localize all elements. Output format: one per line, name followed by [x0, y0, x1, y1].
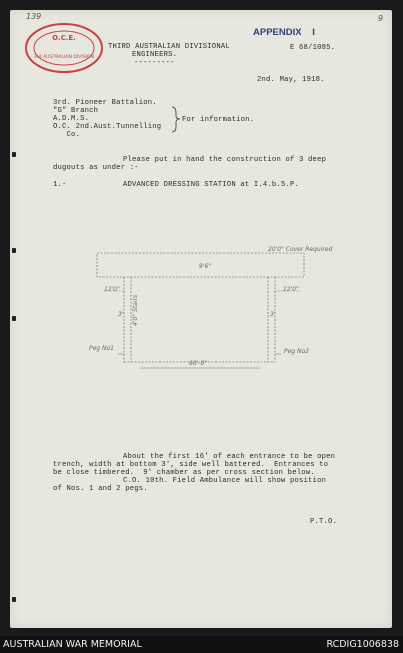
footer-institution: AUSTRALIAN WAR MEMORIAL: [3, 639, 142, 650]
distribution-note: For information.: [182, 116, 255, 124]
svg-text:O.C.E.: O.C.E.: [52, 34, 76, 42]
footer-record-id: RCDIG1006838: [326, 639, 399, 650]
recipient: Co.: [53, 131, 81, 139]
reference-number: E 68/1085.: [290, 44, 336, 52]
cover-note: 20'0" Cover Required: [268, 246, 333, 253]
unit-name-line2: ENGINEERS.: [132, 51, 178, 59]
instruction-line1: Please put in hand the construction of 3 deep: [123, 156, 327, 164]
archive-footer: [0, 636, 403, 653]
pto-note: P.T.O.: [310, 518, 338, 526]
recipient: A.D.M.S.: [53, 115, 90, 123]
item-number: 1.-: [53, 181, 67, 189]
letter-date: 2nd. May, 1918.: [257, 76, 325, 84]
closing-line5: of Nos. 1 and 2 pegs.: [53, 485, 148, 493]
unit-name-line1: THIRD AUSTRALIAN DIVISIONAL: [108, 43, 230, 51]
peg-1-label: Peg No1: [89, 345, 115, 352]
appendix-label: APPENDIX I: [253, 27, 315, 38]
closing-line3: be close timbered. 9' chamber as per cross section below.: [53, 469, 315, 477]
top-dimension: 9'6": [199, 263, 212, 270]
instruction-line2: dugouts as under :-: [53, 164, 139, 172]
bottom-dimension: 60'-0": [189, 360, 208, 367]
right-dimension: 12'0": [283, 286, 299, 293]
header-rule: ---------: [134, 59, 175, 67]
peg-2-label: Peg No2: [284, 348, 310, 355]
right-width-dim: 3': [270, 311, 276, 318]
recipient: "G" Branch: [53, 107, 99, 115]
archive-number: 139: [26, 12, 42, 21]
item-description: ADVANCED DRESSING STATION at I.4.b.5.P.: [123, 181, 300, 189]
closing-line2: trench, width at bottom 3', side well battered. Entrances to: [53, 461, 329, 469]
closing-line4: C.O. 10th. Field Ambulance will show position: [123, 477, 327, 485]
svg-text:3rd AUSTRALIAN DIVISION: 3rd AUSTRALIAN DIVISION: [33, 55, 95, 60]
closing-line1: About the first 16' of each entrance to be open: [123, 453, 336, 461]
stairs-label: 4'0" Stairs: [132, 294, 139, 326]
left-width-dim: 3': [118, 311, 124, 318]
page-number: 9: [378, 14, 384, 23]
recipient: O.C. 2nd.Aust.Tunnelling: [53, 123, 162, 131]
recipient: 3rd. Pioneer Battalion.: [53, 99, 157, 107]
left-dimension: 12'0": [104, 286, 120, 293]
